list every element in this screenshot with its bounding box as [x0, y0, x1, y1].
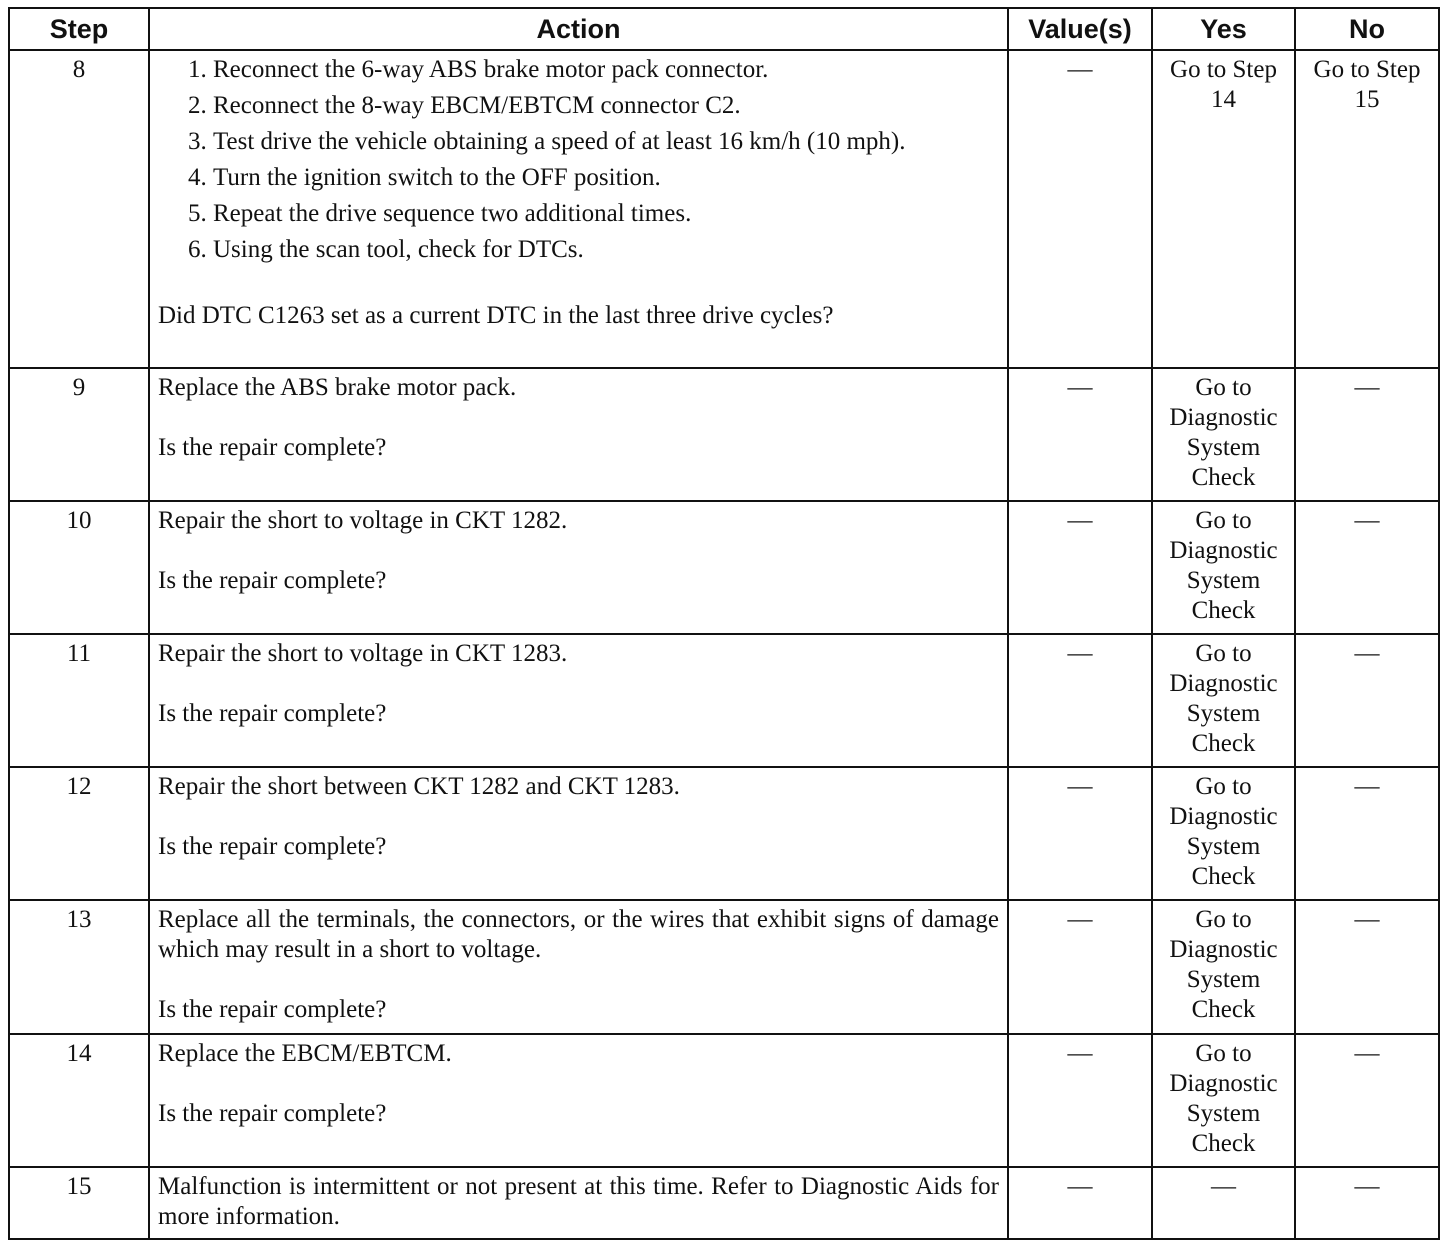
- values-cell: —: [1008, 50, 1152, 368]
- yes-cell: Go to Diagnostic System Check: [1152, 634, 1295, 767]
- table-row: [9, 900, 1439, 1034]
- yes-cell: Go to Diagnostic System Check: [1152, 368, 1295, 501]
- action-text: Replace the ABS brake motor pack.: [158, 374, 517, 401]
- action-cell: [149, 501, 1008, 634]
- action-cell: [149, 368, 1008, 501]
- values-cell: —: [1008, 634, 1152, 767]
- yes-cell: Go to Diagnostic System Check: [1152, 900, 1295, 1034]
- action-step-list: [158, 55, 999, 265]
- header-yes: Yes: [1152, 8, 1295, 50]
- table-row: [9, 50, 1439, 368]
- action-text: Repair the short to voltage in CKT 1282.: [158, 507, 568, 534]
- table-row: [9, 1167, 1439, 1239]
- action-step: 5. Repeat the drive sequence two additional times.: [213, 199, 999, 229]
- action-text: Malfunction is intermittent or not present at this time. Refer to Diagnostic Aids for more information.: [158, 1173, 999, 1230]
- action-cell: [149, 634, 1008, 767]
- step-number: 15: [9, 1167, 149, 1239]
- table-row: [9, 501, 1439, 634]
- step-number: 12: [9, 767, 149, 900]
- no-cell: —: [1295, 767, 1439, 900]
- header-values: Value(s): [1008, 8, 1152, 50]
- values-cell: —: [1008, 900, 1152, 1034]
- step-number: 14: [9, 1034, 149, 1167]
- action-question: Is the repair complete?: [158, 996, 387, 1023]
- action-question: Is the repair complete?: [158, 434, 387, 461]
- diagnostic-table: [8, 7, 1440, 1240]
- values-cell: —: [1008, 501, 1152, 634]
- step-number: 8: [9, 50, 149, 368]
- header-row: [9, 8, 1439, 50]
- action-text: Replace the EBCM/EBTCM.: [158, 1040, 452, 1067]
- header-step: Step: [9, 8, 149, 50]
- values-cell: —: [1008, 1167, 1152, 1239]
- table-row: [9, 767, 1439, 900]
- header-no: No: [1295, 8, 1439, 50]
- yes-cell: Go to Diagnostic System Check: [1152, 1034, 1295, 1167]
- action-text: Repair the short to voltage in CKT 1283.: [158, 640, 568, 667]
- table-row: [9, 368, 1439, 501]
- no-cell: —: [1295, 501, 1439, 634]
- values-cell: —: [1008, 767, 1152, 900]
- yes-cell: Go to Diagnostic System Check: [1152, 767, 1295, 900]
- header-action: Action: [149, 8, 1008, 50]
- step-number: 11: [9, 634, 149, 767]
- action-step: 1. Reconnect the 6-way ABS brake motor pack connector.: [213, 55, 999, 85]
- action-cell: [149, 50, 1008, 368]
- action-cell: [149, 1167, 1008, 1239]
- action-step: 6. Using the scan tool, check for DTCs.: [213, 235, 999, 265]
- action-step: 4. Turn the ignition switch to the OFF position.: [213, 163, 999, 193]
- no-cell: —: [1295, 1034, 1439, 1167]
- action-question: Is the repair complete?: [158, 833, 387, 860]
- values-cell: —: [1008, 1034, 1152, 1167]
- action-text: Repair the short between CKT 1282 and CKT 1283.: [158, 773, 680, 800]
- action-text: Replace all the terminals, the connectors, or the wires that exhibit signs of damage which may result in a short to voltage.: [158, 906, 999, 963]
- yes-cell: —: [1152, 1167, 1295, 1239]
- yes-cell: Go to Step 14: [1152, 50, 1295, 368]
- table-row: [9, 634, 1439, 767]
- no-cell: —: [1295, 900, 1439, 1034]
- table-row: [9, 1034, 1439, 1167]
- step-number: 13: [9, 900, 149, 1034]
- step-number: 9: [9, 368, 149, 501]
- action-cell: [149, 900, 1008, 1034]
- no-cell: Go to Step 15: [1295, 50, 1439, 368]
- action-step: 3. Test drive the vehicle obtaining a speed of at least 16 km/h (10 mph).: [213, 127, 999, 157]
- no-cell: —: [1295, 634, 1439, 767]
- action-question: Is the repair complete?: [158, 567, 387, 594]
- action-question: Is the repair complete?: [158, 700, 387, 727]
- action-cell: [149, 767, 1008, 900]
- no-cell: —: [1295, 1167, 1439, 1239]
- no-cell: —: [1295, 368, 1439, 501]
- action-question: Is the repair complete?: [158, 1100, 387, 1127]
- action-step: 2. Reconnect the 8-way EBCM/EBTCM connector C2.: [213, 91, 999, 121]
- action-question: Did DTC C1263 set as a current DTC in the last three drive cycles?: [158, 302, 834, 329]
- action-cell: [149, 1034, 1008, 1167]
- step-number: 10: [9, 501, 149, 634]
- yes-cell: Go to Diagnostic System Check: [1152, 501, 1295, 634]
- values-cell: —: [1008, 368, 1152, 501]
